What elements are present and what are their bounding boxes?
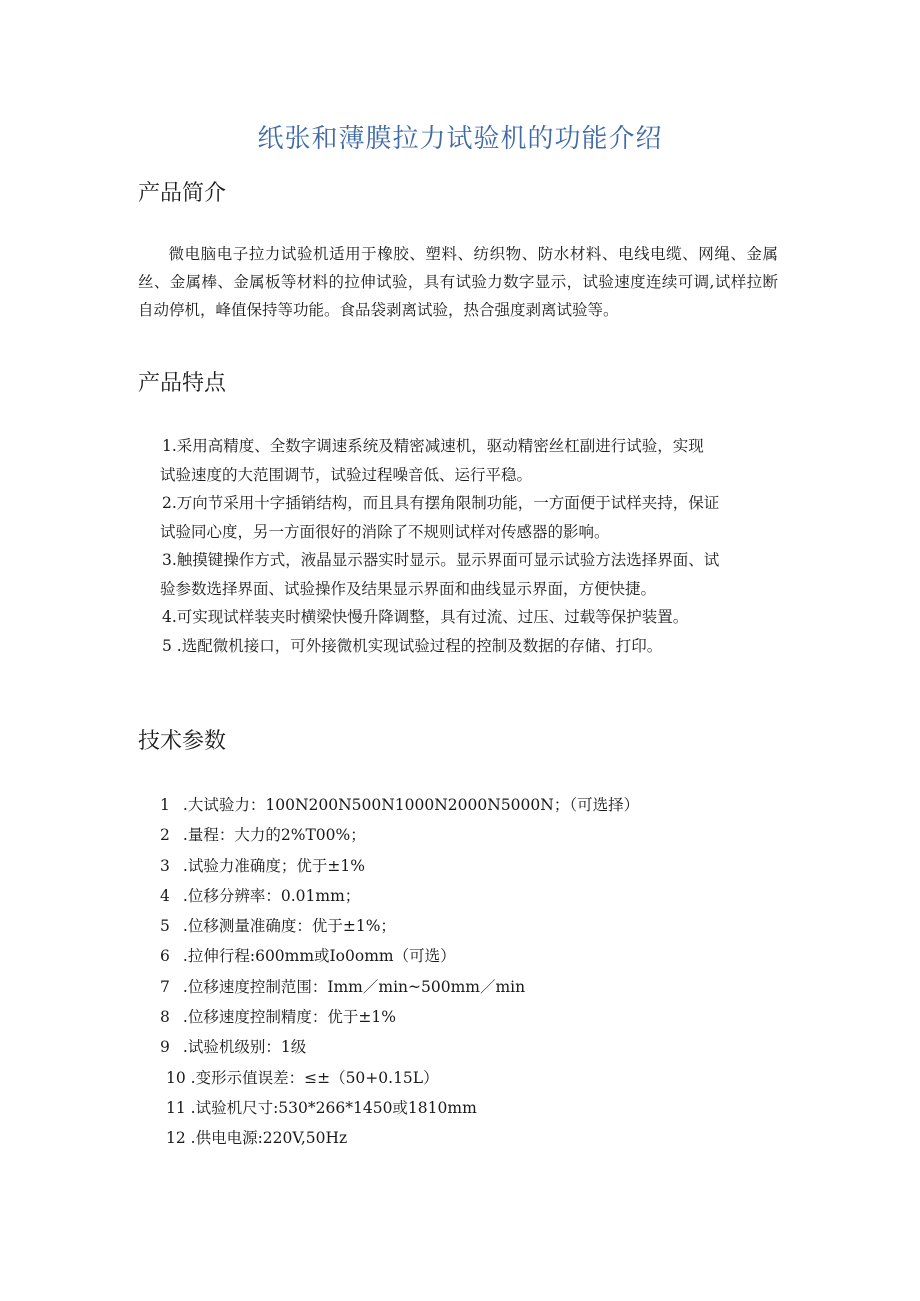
spec-number: 11: [166, 1098, 186, 1117]
spec-number: 9: [160, 1038, 170, 1057]
spec-item: [160, 851, 780, 881]
spec-item: [160, 1093, 780, 1123]
feature-text-continued: 试验速度的大范围调节，试验过程噪音低、运行平稳。: [160, 465, 533, 484]
feature-number: 1: [162, 437, 172, 455]
specs-heading: 技术参数: [138, 729, 227, 754]
spec-text: .位移测量准确度：优于±1%；: [178, 917, 396, 936]
feature-number: 4: [162, 608, 172, 626]
spec-text: .位移分辨率：0.01mm；: [178, 886, 361, 905]
spec-text: .变形示值误差：≤±（50+0.15L）: [185, 1068, 439, 1087]
feature-number: 2: [162, 494, 172, 512]
feature-item: [162, 603, 782, 632]
spec-number: 10: [166, 1068, 186, 1087]
spec-text: .大试验力：100N200N500N1000N2000N5000N；（可选择）: [178, 796, 640, 814]
spec-item: [160, 1123, 780, 1153]
spec-number: 12: [166, 1129, 186, 1148]
feature-text-continued: 验参数选择界面、试验操作及结果显示界面和曲线显示界面，方便快捷。: [160, 579, 657, 598]
spec-number: 3: [160, 856, 170, 875]
spec-number: 5: [160, 917, 170, 936]
spec-item: [160, 881, 780, 911]
spec-item: [160, 820, 780, 850]
spec-text: .量程：大力的2%T00%；: [178, 826, 366, 845]
feature-text: .可实现试样装夹时横梁快慢升降调整，具有过流、过压、过载等保护装置。: [171, 608, 689, 626]
spec-text: .试验机级别：1级: [178, 1038, 307, 1057]
spec-text: .试验力准确度；优于±1%: [178, 856, 365, 875]
feature-item: [162, 432, 782, 489]
spec-number: 6: [160, 947, 170, 966]
spec-text: .位移速度控制范围：Imm／min~500mm／min: [178, 977, 526, 996]
features-list: [162, 432, 782, 660]
features-heading: 产品特点: [138, 371, 227, 396]
feature-item: [162, 546, 782, 603]
spec-number: 1: [160, 796, 170, 814]
feature-item: [162, 632, 782, 661]
spec-number: 8: [160, 1008, 170, 1027]
spec-item: [160, 1032, 780, 1062]
spec-number: 2: [160, 826, 170, 845]
specs-list: [160, 790, 780, 1154]
spec-item: [160, 972, 780, 1002]
document-title: 纸张和薄膜拉力试验机的功能介绍: [257, 124, 663, 154]
feature-text: .采用高精度、全数字调速系统及精密减速机，驱动精密丝杠副进行试验，实现: [171, 437, 704, 455]
spec-item: [160, 1002, 780, 1032]
spec-item: [160, 790, 780, 820]
intro-heading: 产品简介: [138, 181, 227, 206]
spec-text: .拉伸行程:600mm或Io0omm（可选）: [178, 947, 456, 966]
spec-text: .供电电源:220V,50Hz: [185, 1129, 348, 1148]
spec-item: [160, 911, 780, 941]
feature-item: [162, 489, 782, 546]
feature-text: .万向节采用十字插销结构，而且具有摆角限制功能，一方面便于试样夹持，保证: [171, 494, 720, 512]
feature-number: 5: [162, 636, 172, 655]
feature-text-continued: 试验同心度，另一方面很好的消除了不规则试样对传感器的影响。: [160, 522, 610, 541]
spec-number: 7: [160, 977, 170, 996]
spec-item: [160, 1063, 780, 1093]
intro-paragraph: [138, 240, 778, 324]
spec-text: .试验机尺寸:530*266*1450或1810mm: [185, 1098, 477, 1117]
spec-text: .位移速度控制精度：优于±1%: [178, 1008, 396, 1027]
feature-number: 3: [162, 551, 172, 569]
spec-item: [160, 941, 780, 971]
intro-text: 微电脑电子拉力试验机适用于橡胶、塑料、纺织物、防水材料、电线电缆、网绳、金属丝、金属棒、金属板等材料的拉伸试验，具有试验力数字显示，试验速度连续可调,试样拉断自动停机，峰值保持等功能。食品袋剥离试验，热合强度剥离试验等。: [138, 245, 778, 319]
feature-text: .触摸键操作方式，液晶显示器实时显示。显示界面可显示试验方法选择界面、试: [171, 551, 720, 569]
feature-text: .选配微机接口，可外接微机实现试验过程的控制及数据的存储、打印。: [171, 636, 663, 655]
spec-number: 4: [160, 886, 170, 905]
